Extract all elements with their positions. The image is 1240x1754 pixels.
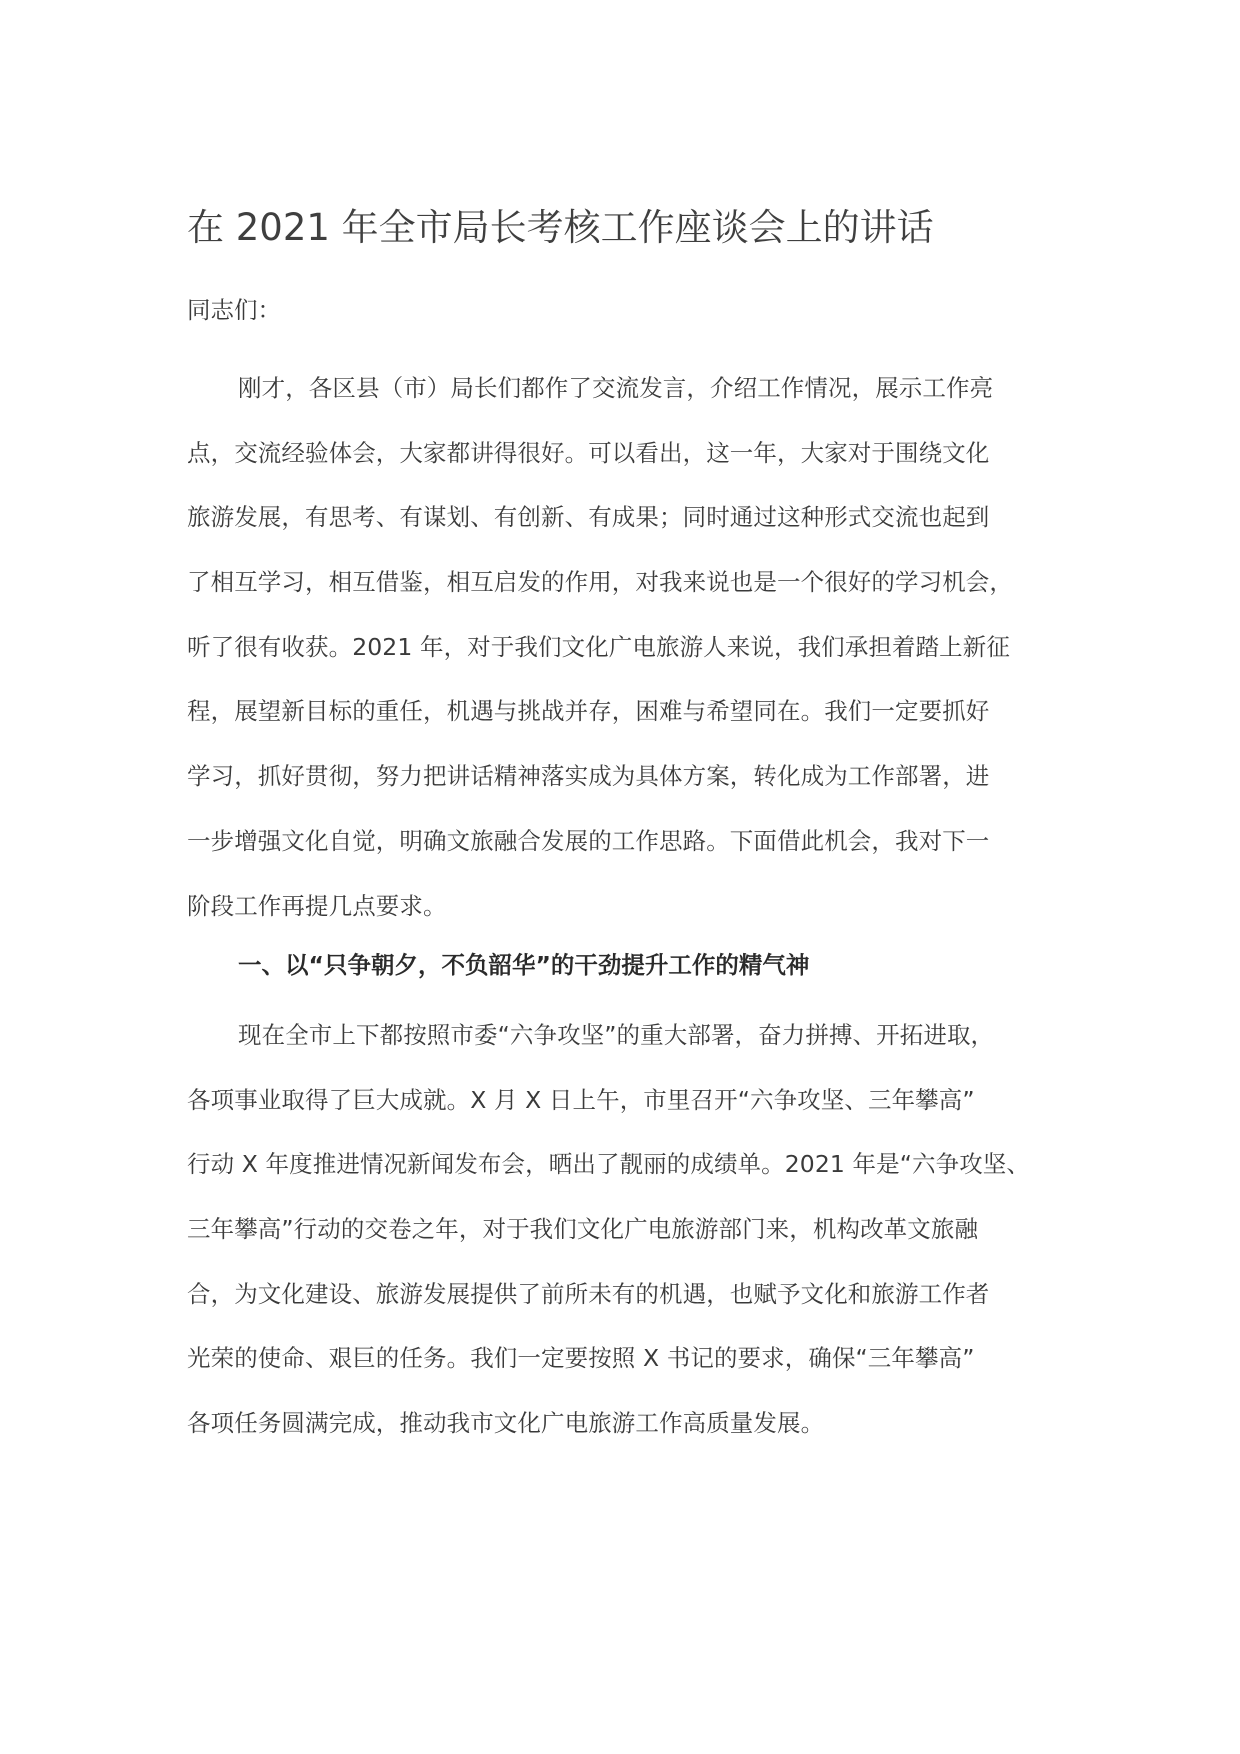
paragraph-line: 一步增强文化自觉，明确文旅融合发展的工作思路。下面借此机会，我对下一 (187, 826, 990, 855)
paragraph-line: 三年攀高”行动的交卷之年，对于我们文化广电旅游部门来，机构改革文旅融 (187, 1215, 979, 1244)
section-heading: 一、以“只争朝夕，不负韶华”的干劲提升工作的精气神 (238, 951, 810, 979)
paragraph-line: 行动 X 年度推进情况新闻发布会，晒出了靓丽的成绩单。2021 年是“六争攻坚、 (187, 1150, 1030, 1179)
document-title: 在 2021 年全市局长考核工作座谈会上的讲话 (187, 206, 934, 249)
paragraph-line: 合，为文化建设、旅游发展提供了前所未有的机遇，也赋予文化和旅游工作者 (187, 1279, 990, 1308)
paragraph-line: 听了很有收获。2021 年，对于我们文化广电旅游人来说，我们承担着踏上新征 (187, 632, 1010, 661)
paragraph-2 (187, 1003, 1087, 1456)
paragraph-line: 各项事业取得了巨大成就。X 月 X 日上午，市里召开“六争攻坚、三年攀高” (187, 1085, 975, 1114)
paragraph-line: 旅游发展，有思考、有谋划、有创新、有成果；同时通过这种形式交流也起到 (187, 503, 990, 532)
paragraph-line: 阶段工作再提几点要求。 (187, 891, 447, 920)
paragraph-line: 各项任务圆满完成，推动我市文化广电旅游工作高质量发展。 (187, 1409, 825, 1438)
paragraph-line: 光荣的使命、艰巨的任务。我们一定要按照 X 书记的要求，确保“三年攀高” (187, 1344, 975, 1373)
paragraph-1 (187, 356, 1087, 938)
salutation: 同志们： (187, 296, 281, 324)
paragraph-line: 学习，抓好贯彻，努力把讲话精神落实成为具体方案，转化成为工作部署，进 (187, 762, 990, 791)
paragraph-line: 点，交流经验体会，大家都讲得很好。可以看出，这一年，大家对于围绕文化 (187, 438, 990, 467)
paragraph-line: 程，展望新目标的重任，机遇与挑战并存，困难与希望同在。我们一定要抓好 (187, 697, 990, 726)
paragraph-line: 了相互学习，相互借鉴，相互启发的作用，对我来说也是一个很好的学习机会， (187, 568, 1013, 597)
paragraph-line: 现在全市上下都按照市委“六争攻坚”的重大部署，奋力拼搏、开拓进取， (238, 1021, 995, 1049)
paragraph-line: 刚才，各区县（市）局长们都作了交流发言，介绍工作情况，展示工作亮 (238, 374, 994, 402)
